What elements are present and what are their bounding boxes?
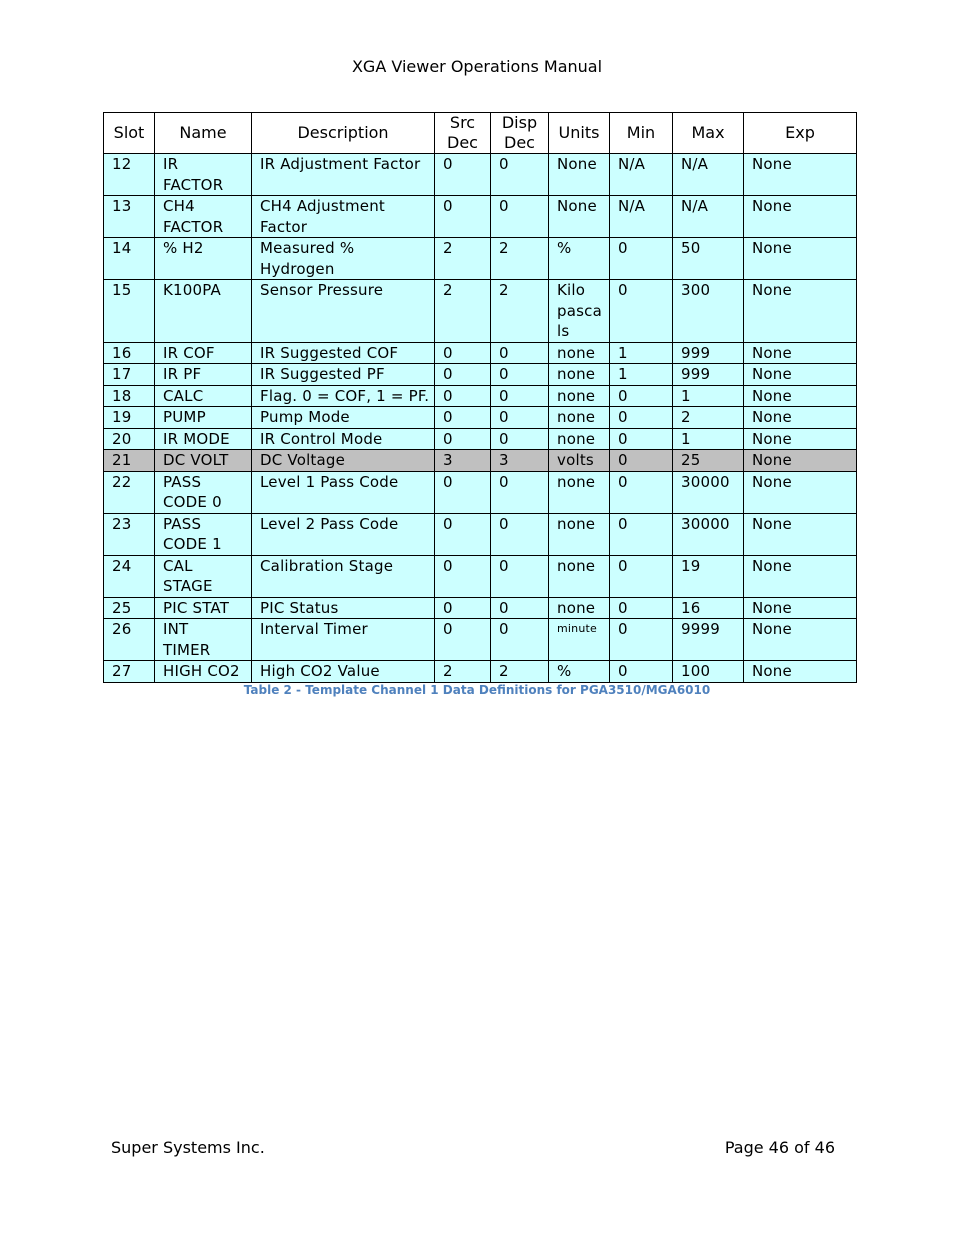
table-row [104,597,857,619]
cell-max: 2 [673,407,744,429]
data-definitions-table [103,112,857,683]
cell-units: none [549,342,610,364]
cell-units: Kilo pasca ls [549,280,610,343]
cell-slot: 15 [104,280,155,343]
table-row [104,364,857,386]
table-row [104,661,857,683]
cell-description: Level 1 Pass Code [252,471,435,513]
cell-units: none [549,555,610,597]
cell-slot: 27 [104,661,155,683]
cell-exp: None [744,238,857,280]
cell-min: 0 [610,661,673,683]
cell-disp-dec: 2 [491,280,549,343]
column-header-src-dec: Src Dec [435,113,491,154]
cell-units: % [549,661,610,683]
table-row [104,428,857,450]
cell-src-dec: 0 [435,154,491,196]
column-header-min: Min [610,113,673,154]
cell-disp-dec: 0 [491,428,549,450]
column-header-exp: Exp [744,113,857,154]
cell-disp-dec: 0 [491,513,549,555]
cell-units: minute [549,619,610,661]
cell-slot: 22 [104,471,155,513]
cell-min: 0 [610,513,673,555]
cell-units: none [549,428,610,450]
cell-name: PUMP [155,407,252,429]
cell-min: 1 [610,342,673,364]
cell-description: CH4 Adjustment Factor [252,196,435,238]
cell-slot: 13 [104,196,155,238]
cell-min: 0 [610,619,673,661]
cell-max: 9999 [673,619,744,661]
cell-units: none [549,385,610,407]
table-row [104,555,857,597]
cell-max: 100 [673,661,744,683]
cell-name: CAL STAGE [155,555,252,597]
cell-exp: None [744,471,857,513]
cell-max: N/A [673,154,744,196]
column-header-max: Max [673,113,744,154]
cell-description: IR Suggested COF [252,342,435,364]
cell-min: 0 [610,555,673,597]
cell-name: PASS CODE 1 [155,513,252,555]
cell-max: 19 [673,555,744,597]
cell-units: none [549,597,610,619]
cell-exp: None [744,385,857,407]
cell-src-dec: 2 [435,238,491,280]
column-header-slot: Slot [104,113,155,154]
table-row [104,619,857,661]
column-header-units: Units [549,113,610,154]
cell-slot: 26 [104,619,155,661]
table-row [104,154,857,196]
cell-src-dec: 0 [435,597,491,619]
cell-slot: 17 [104,364,155,386]
cell-min: N/A [610,154,673,196]
cell-slot: 25 [104,597,155,619]
table-row [104,280,857,343]
cell-disp-dec: 0 [491,597,549,619]
cell-exp: None [744,196,857,238]
cell-description: Pump Mode [252,407,435,429]
cell-exp: None [744,364,857,386]
cell-min: 0 [610,471,673,513]
cell-min: 0 [610,280,673,343]
cell-max: 25 [673,450,744,472]
cell-description: Flag. 0 = COF, 1 = PF. [252,385,435,407]
cell-disp-dec: 0 [491,471,549,513]
cell-src-dec: 0 [435,364,491,386]
cell-max: 1 [673,385,744,407]
cell-description: IR Control Mode [252,428,435,450]
cell-max: 50 [673,238,744,280]
cell-max: 999 [673,364,744,386]
table-row [104,238,857,280]
cell-description: Calibration Stage [252,555,435,597]
cell-src-dec: 0 [435,196,491,238]
table-caption: Table 2 - Template Channel 1 Data Definitions for PGA3510/MGA6010 [243,683,711,697]
cell-slot: 14 [104,238,155,280]
cell-exp: None [744,428,857,450]
cell-disp-dec: 0 [491,342,549,364]
cell-disp-dec: 0 [491,407,549,429]
cell-name: PASS CODE 0 [155,471,252,513]
table-row [104,450,857,472]
cell-src-dec: 2 [435,280,491,343]
table-row [104,196,857,238]
cell-min: 0 [610,238,673,280]
cell-src-dec: 0 [435,407,491,429]
cell-exp: None [744,280,857,343]
cell-max: 1 [673,428,744,450]
cell-src-dec: 0 [435,385,491,407]
table-row [104,407,857,429]
cell-name: CH4 FACTOR [155,196,252,238]
cell-exp: None [744,619,857,661]
cell-description: IR Suggested PF [252,364,435,386]
cell-exp: None [744,342,857,364]
cell-min: 0 [610,385,673,407]
cell-exp: None [744,597,857,619]
table-header-row [104,113,857,154]
cell-max: 300 [673,280,744,343]
cell-src-dec: 2 [435,661,491,683]
cell-slot: 21 [104,450,155,472]
cell-name: IR MODE [155,428,252,450]
cell-exp: None [744,555,857,597]
cell-units: none [549,364,610,386]
cell-description: IR Adjustment Factor [252,154,435,196]
cell-units: none [549,407,610,429]
cell-min: N/A [610,196,673,238]
cell-name: IR FACTOR [155,154,252,196]
cell-max: 16 [673,597,744,619]
cell-slot: 20 [104,428,155,450]
cell-description: High CO2 Value [252,661,435,683]
page-header-title: XGA Viewer Operations Manual [351,57,603,76]
cell-description: Interval Timer [252,619,435,661]
cell-disp-dec: 3 [491,450,549,472]
table-row [104,342,857,364]
cell-src-dec: 3 [435,450,491,472]
cell-src-dec: 0 [435,342,491,364]
cell-max: 30000 [673,471,744,513]
cell-exp: None [744,450,857,472]
column-header-disp-dec: Disp Dec [491,113,549,154]
cell-slot: 24 [104,555,155,597]
cell-units: none [549,471,610,513]
cell-disp-dec: 0 [491,619,549,661]
cell-min: 0 [610,428,673,450]
table-row [104,471,857,513]
cell-description: Sensor Pressure [252,280,435,343]
column-header-description: Description [252,113,435,154]
footer-page-number: Page 46 of 46 [724,1138,835,1157]
cell-src-dec: 0 [435,555,491,597]
cell-name: IR COF [155,342,252,364]
cell-disp-dec: 0 [491,555,549,597]
cell-name: DC VOLT [155,450,252,472]
cell-name: PIC STAT [155,597,252,619]
cell-slot: 19 [104,407,155,429]
cell-name: CALC [155,385,252,407]
cell-name: % H2 [155,238,252,280]
cell-disp-dec: 0 [491,196,549,238]
cell-src-dec: 0 [435,619,491,661]
cell-max: N/A [673,196,744,238]
cell-disp-dec: 0 [491,364,549,386]
table-row [104,385,857,407]
cell-exp: None [744,513,857,555]
footer-company: Super Systems Inc. [111,1138,265,1157]
cell-exp: None [744,154,857,196]
cell-min: 0 [610,597,673,619]
cell-description: Level 2 Pass Code [252,513,435,555]
column-header-name: Name [155,113,252,154]
cell-disp-dec: 2 [491,661,549,683]
cell-min: 0 [610,407,673,429]
cell-name: HIGH CO2 [155,661,252,683]
cell-units: None [549,196,610,238]
cell-disp-dec: 0 [491,385,549,407]
cell-src-dec: 0 [435,428,491,450]
cell-description: DC Voltage [252,450,435,472]
cell-name: IR PF [155,364,252,386]
cell-description: Measured % Hydrogen [252,238,435,280]
cell-slot: 16 [104,342,155,364]
cell-description: PIC Status [252,597,435,619]
cell-min: 0 [610,450,673,472]
cell-name: K100PA [155,280,252,343]
cell-units: % [549,238,610,280]
cell-units: volts [549,450,610,472]
cell-disp-dec: 0 [491,154,549,196]
cell-min: 1 [610,364,673,386]
cell-disp-dec: 2 [491,238,549,280]
cell-src-dec: 0 [435,471,491,513]
table-row [104,513,857,555]
cell-max: 999 [673,342,744,364]
cell-exp: None [744,407,857,429]
cell-src-dec: 0 [435,513,491,555]
cell-slot: 12 [104,154,155,196]
cell-units: none [549,513,610,555]
cell-slot: 23 [104,513,155,555]
cell-slot: 18 [104,385,155,407]
cell-name: INT TIMER [155,619,252,661]
cell-exp: None [744,661,857,683]
cell-units: None [549,154,610,196]
cell-max: 30000 [673,513,744,555]
